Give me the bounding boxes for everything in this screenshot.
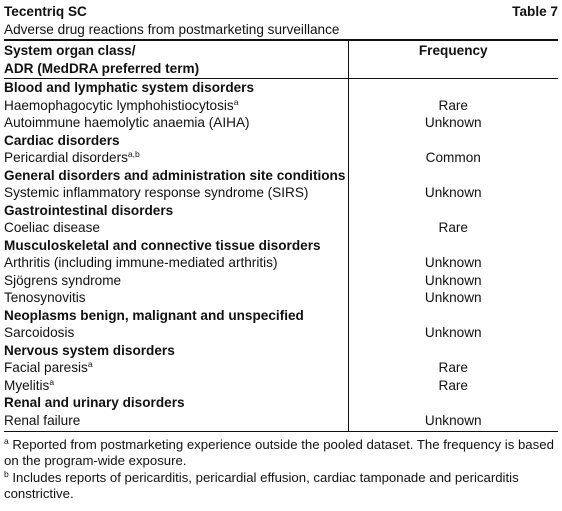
organ-class-name: General disorders and administration site conditions — [4, 167, 346, 183]
frequency-cell: Unknown — [348, 289, 558, 307]
adr-term-cell — [4, 254, 348, 272]
adr-term: Sjögrens syndrome — [4, 272, 122, 288]
adr-term-cell — [4, 114, 348, 132]
table-label: Table 7 — [512, 4, 558, 19]
frequency-cell — [348, 307, 558, 325]
table-row — [4, 412, 558, 432]
footnote-text: Reported from postmarketing experience outside the pooled dataset. The frequency is based on the program-wide exposure. — [4, 437, 554, 468]
frequency-cell — [348, 394, 558, 412]
frequency-cell — [348, 167, 558, 185]
product-title: Tecentriq SC — [4, 4, 87, 19]
frequency-cell — [348, 342, 558, 360]
frequency-cell: Rare — [348, 219, 558, 237]
footnotes — [4, 431, 558, 502]
frequency-cell: Unknown — [348, 254, 558, 272]
table-row — [4, 114, 558, 132]
organ-class-cell — [4, 79, 348, 97]
adr-term: Sarcoidosis — [4, 325, 75, 340]
organ-class-name: Neoplasms benign, malignant and unspecified — [4, 307, 304, 323]
frequency-cell: Unknown — [348, 324, 558, 342]
table-row — [4, 254, 558, 272]
title-row — [4, 3, 558, 21]
organ-class-name: Blood and lymphatic system disorders — [4, 80, 255, 95]
adr-table — [4, 41, 558, 431]
adr-term: Haemophagocytic lymphohistiocytosis — [4, 97, 234, 113]
category-row — [4, 79, 558, 97]
frequency-cell — [348, 132, 558, 150]
adr-term-cell — [4, 219, 348, 237]
organ-class-cell — [4, 237, 348, 255]
adr-term-cell — [4, 184, 348, 202]
category-row — [4, 167, 558, 185]
organ-class-cell — [4, 202, 348, 220]
frequency-cell: Unknown — [348, 184, 558, 202]
organ-class-name: Cardiac disorders — [4, 132, 120, 148]
footnote — [4, 437, 558, 469]
organ-class-cell — [4, 342, 348, 360]
frequency-cell: Common — [348, 149, 558, 167]
adr-term-cell — [4, 359, 348, 377]
category-row — [4, 307, 558, 325]
frequency-cell: Unknown — [348, 272, 558, 290]
table-row — [4, 219, 558, 237]
adr-term-cell — [4, 324, 348, 342]
table-body — [4, 79, 558, 432]
frequency-cell: Rare — [348, 377, 558, 395]
organ-class-cell — [4, 132, 348, 150]
table-row — [4, 289, 558, 307]
adr-term-cell — [4, 97, 348, 115]
organ-class-name: Gastrointestinal disorders — [4, 202, 174, 218]
table-row — [4, 324, 558, 342]
footnote-marker: a,b — [127, 149, 140, 159]
column-header-frequency: Frequency — [348, 41, 558, 79]
frequency-cell: Unknown — [348, 114, 558, 132]
adr-term-cell — [4, 272, 348, 290]
frequency-cell — [348, 79, 558, 97]
adr-term: Coeliac disease — [4, 220, 100, 235]
adr-term-cell — [4, 149, 348, 167]
adr-term: Systemic inflammatory response syndrome (SIRS) — [4, 185, 309, 200]
organ-class-cell — [4, 167, 348, 185]
footnote-marker: a — [87, 359, 93, 369]
footnote-marker: a — [49, 376, 55, 387]
frequency-cell — [348, 202, 558, 220]
table-subtitle: Adverse drug reactions from postmarketing surveillance — [4, 21, 558, 42]
table-row — [4, 359, 558, 377]
organ-class-cell — [4, 394, 348, 412]
footnote — [4, 470, 558, 502]
frequency-cell — [348, 237, 558, 255]
table-header-row — [4, 41, 558, 79]
adr-term: Facial paresis — [4, 360, 88, 375]
category-row — [4, 132, 558, 150]
adr-term-cell — [4, 289, 348, 307]
category-row — [4, 202, 558, 220]
frequency-cell: Rare — [348, 97, 558, 115]
frequency-cell: Rare — [348, 359, 558, 377]
frequency-cell: Unknown — [348, 412, 558, 432]
footnote-mark: b — [4, 469, 9, 479]
adr-term: Arthritis (including immune-mediated arthritis) — [4, 255, 278, 270]
table-row — [4, 149, 558, 167]
organ-class-name: Nervous system disorders — [4, 342, 175, 358]
adr-term: Pericardial disorders — [4, 150, 128, 165]
adr-term: Myelitis — [4, 377, 50, 393]
adr-term: Tenosynovitis — [4, 290, 86, 305]
adr-term-cell — [4, 377, 348, 395]
footnote-marker: a — [233, 96, 239, 107]
organ-class-cell — [4, 307, 348, 325]
category-row — [4, 342, 558, 360]
table-row — [4, 97, 558, 115]
column-header-line-1: System organ class/ — [4, 43, 136, 58]
table-row — [4, 184, 558, 202]
column-header-organ-class — [4, 41, 348, 79]
organ-class-name: Renal and urinary disorders — [4, 395, 185, 410]
organ-class-name: Musculoskeletal and connective tissue disorders — [4, 237, 321, 253]
table-row — [4, 377, 558, 395]
adr-term: Renal failure — [4, 412, 81, 428]
adr-term-cell — [4, 412, 348, 432]
adr-term: Autoimmune haemolytic anaemia (AIHA) — [4, 115, 250, 130]
category-row — [4, 237, 558, 255]
footnote-text: Includes reports of pericarditis, pericardial effusion, cardiac tamponade and pericarditis constrictive. — [4, 470, 519, 501]
column-header-line-2: ADR (MedDRA preferred term) — [4, 60, 200, 76]
footnote-mark: a — [4, 436, 9, 446]
category-row — [4, 394, 558, 412]
table-row — [4, 272, 558, 290]
